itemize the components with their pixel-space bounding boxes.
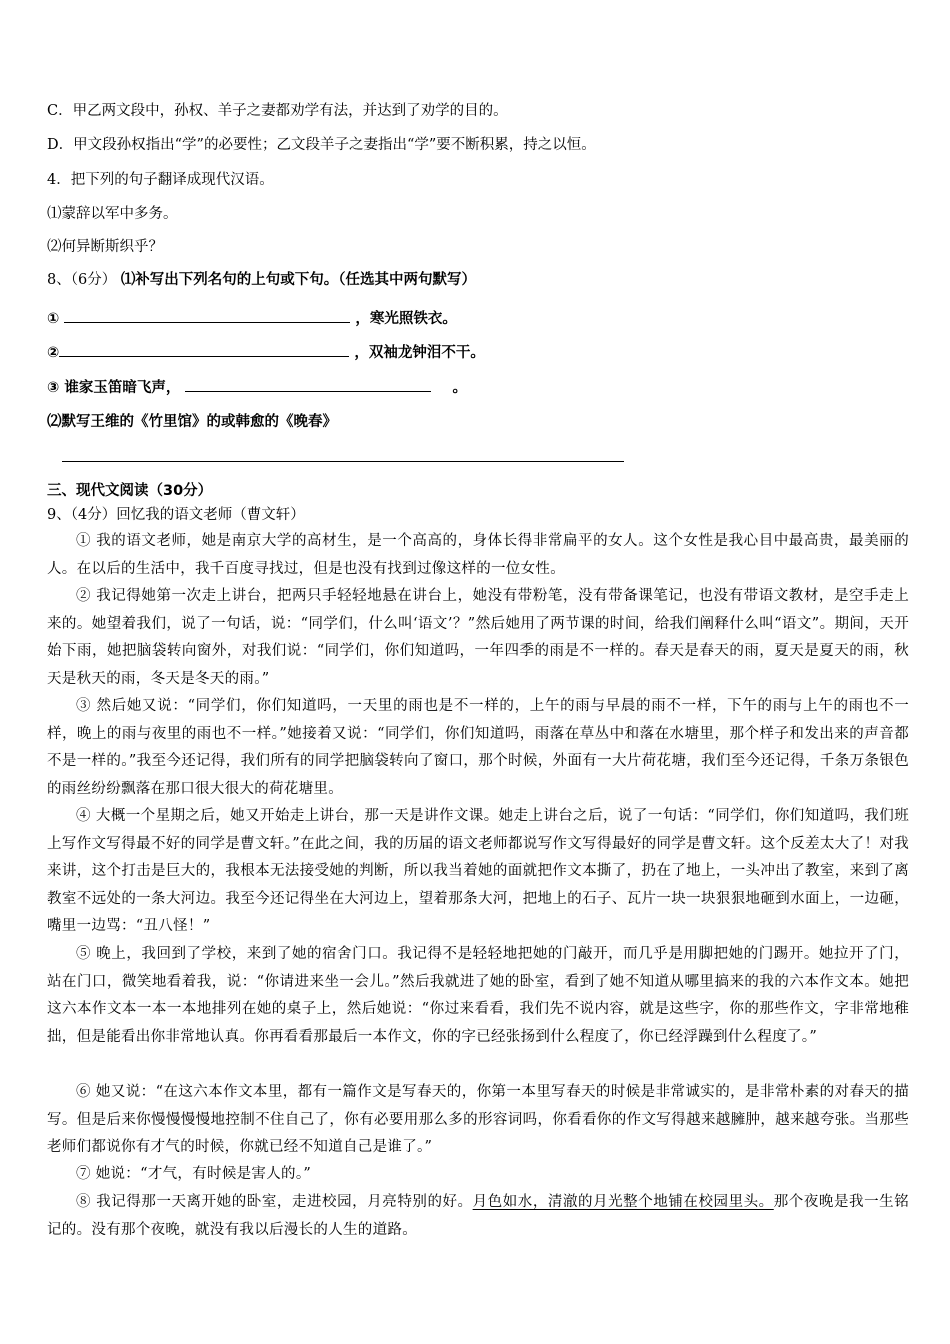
answer-blank[interactable]: [64, 308, 350, 323]
paragraph-6: ⑥ 她又说：“在这六本作文本里，都有一篇作文是写春天的，你第一本里写春天的时候是非常诚实的，是非常朴素的对春天的描写。但是后来你慢慢慢慢地控制不住自己了，你有必要用那么多的形容词吗，你看看你的作文写得越来越臃肿，越来越夸张。当那些老师们都说你有才气的时候，你就已经不知道自己是谁了。”: [47, 1084, 909, 1156]
underlined-sentence: 月色如水，清澈的月光整个地铺在校园里头。: [472, 1194, 774, 1210]
answer-line[interactable]: [62, 461, 624, 462]
q8-item-1-mark: ①: [47, 311, 60, 327]
paragraph-8-start: ⑧ 我记得那一天离开她的卧室，走进校园，月亮特别的好。: [76, 1194, 473, 1210]
q8-item-3-end: 。: [452, 380, 467, 396]
paragraph-8: [47, 1189, 909, 1244]
paragraph-2: ② 我记得她第一次走上讲台，把两只手轻轻地悬在讲台上，她没有带粉笔，没有带备课笔记，也没有带语文教材，是空手走上来的。她望着我们，说了一句话，说：“同学们，什么叫‘语文’？”然后她用了两节课的时间，给我们阐释什么叫“语文”。期间，天开始下雨，她把脑袋转向窗外，对我们说：“同学们，你们知道吗，一年四季的雨是不一样的。春天是春天的雨，夏天是夏天的雨，秋天是秋天的雨，冬天是冬天的雨。”: [47, 588, 909, 687]
section-3-heading: 三、现代文阅读（30分）: [47, 483, 213, 499]
q8-header: [47, 270, 476, 290]
q9-title: 9、（4分）回忆我的语文老师（曹文轩）: [47, 507, 305, 523]
q8-number: 8、（6分）: [47, 272, 117, 288]
paragraph-3: ③ 然后她又说：“同学们，你们知道吗，一天里的雨也是不一样的，上午的雨与早晨的雨不一样，下午的雨与上午的雨也不一样，晚上的雨与夜里的雨也不一样。”她接着又说：“同学们，你们知道吗，雨落在草丛中和落在水塘里，那个样子和发出来的声音都不是一样的。”我至今还记得，我们所有的同学把脑袋转向了窗口，那个时候，外面有一大片荷花塘，我们至今还记得，千条万条银色的雨丝纷纷飘落在那口很大很大的荷花塘里。: [47, 698, 909, 797]
paragraph-7: ⑦ 她说：“才气，有时候是害人的。”: [76, 1166, 312, 1182]
q4-sentence-2: ⑵何异断斯织乎？: [47, 239, 163, 255]
paragraph-5: ⑤ 晚上，我回到了学校，来到了她的宿舍门口。我记得不是轻轻地把她的门敲开，而几乎是用脚把她的门踢开。她拉开了门，站在门口，微笑地看着我，说：“你请进来坐一会儿。”然后我就进了她的卧室，看到了她不知道从哪里搞来的我的六本作文本。她把这六本作文本一本一本地排列在她的桌子上，然后她说：“你过来看看，我们先不说内容，就是这些字，你的那些作文，字非常地稚拙，但是能看出你非常地认真。你再看看那最后一本作文，你的字已经张扬到什么程度了，你已经浮躁到什么程度了。”: [47, 946, 909, 1045]
q8-part-2: ⑵默写王维的《竹里馆》的或韩愈的《晚春》: [47, 414, 337, 430]
q8-item-2: [47, 342, 485, 363]
q8-item-1: [47, 308, 457, 329]
q8-item-3-text: ③ 谁家玉笛暗飞声，: [47, 380, 181, 396]
q4-sentence-1: ⑴蒙辞以军中多务。: [47, 206, 178, 222]
q4-title: 4．把下列的句子翻译成现代汉语。: [47, 172, 274, 188]
option-d: D．甲文段孙权指出“学”的必要性；乙文段羊子之妻指出“学”要不断积累，持之以恒。: [47, 137, 596, 153]
answer-blank[interactable]: [185, 377, 431, 392]
paragraph-1: ① 我的语文老师，她是南京大学的高材生，是一个高高的，身体长得非常扁平的女人。这个女性是我心目中最高贵，最美丽的人。在以后的生活中，我千百度寻找过，但是也没有找到过像这样的一位女性。: [47, 533, 909, 577]
q8-item-1-text: ，寒光照铁衣。: [355, 311, 457, 327]
paragraph-4: ④ 大概一个星期之后，她又开始走上讲台，那一天是讲作文课。她走上讲台之后，说了一句话：“同学们，你们知道吗，我们班上写作文写得最不好的同学是曹文轩。”在此之间，我的历届的语文老师都说写作文写得最好的同学是曹文轩。这个反差太大了！对我来讲，这个打击是巨大的，我根本无法接受她的判断，所以我当着她的面就把作文本撕了，扔在了地上，一头冲出了教室，来到了离教室不远处的一条大河边。我至今还记得坐在大河边上，望着那条大河，把地上的石子、瓦片一块一块狠狠地砸到水面上，一边砸，嘴里一边骂：“丑八怪！”: [47, 808, 909, 935]
paragraph-8-end: 那个夜晚是我一生铭记的。没有那个夜晚，就没有我以后漫长的人生的道路。: [47, 1194, 909, 1238]
option-c: C．甲乙两文段中，孙权、羊子之妻都劝学有法，并达到了劝学的目的。: [47, 103, 508, 119]
q8-item-2-text: ，双袖龙钟泪不干。: [354, 345, 485, 361]
answer-blank[interactable]: [59, 342, 349, 357]
q8-item-2-mark: ②: [47, 345, 60, 361]
q8-instruction: ⑴补写出下列名句的上句或下句。（任选其中两句默写）: [120, 272, 477, 288]
q8-item-3: [47, 377, 467, 398]
